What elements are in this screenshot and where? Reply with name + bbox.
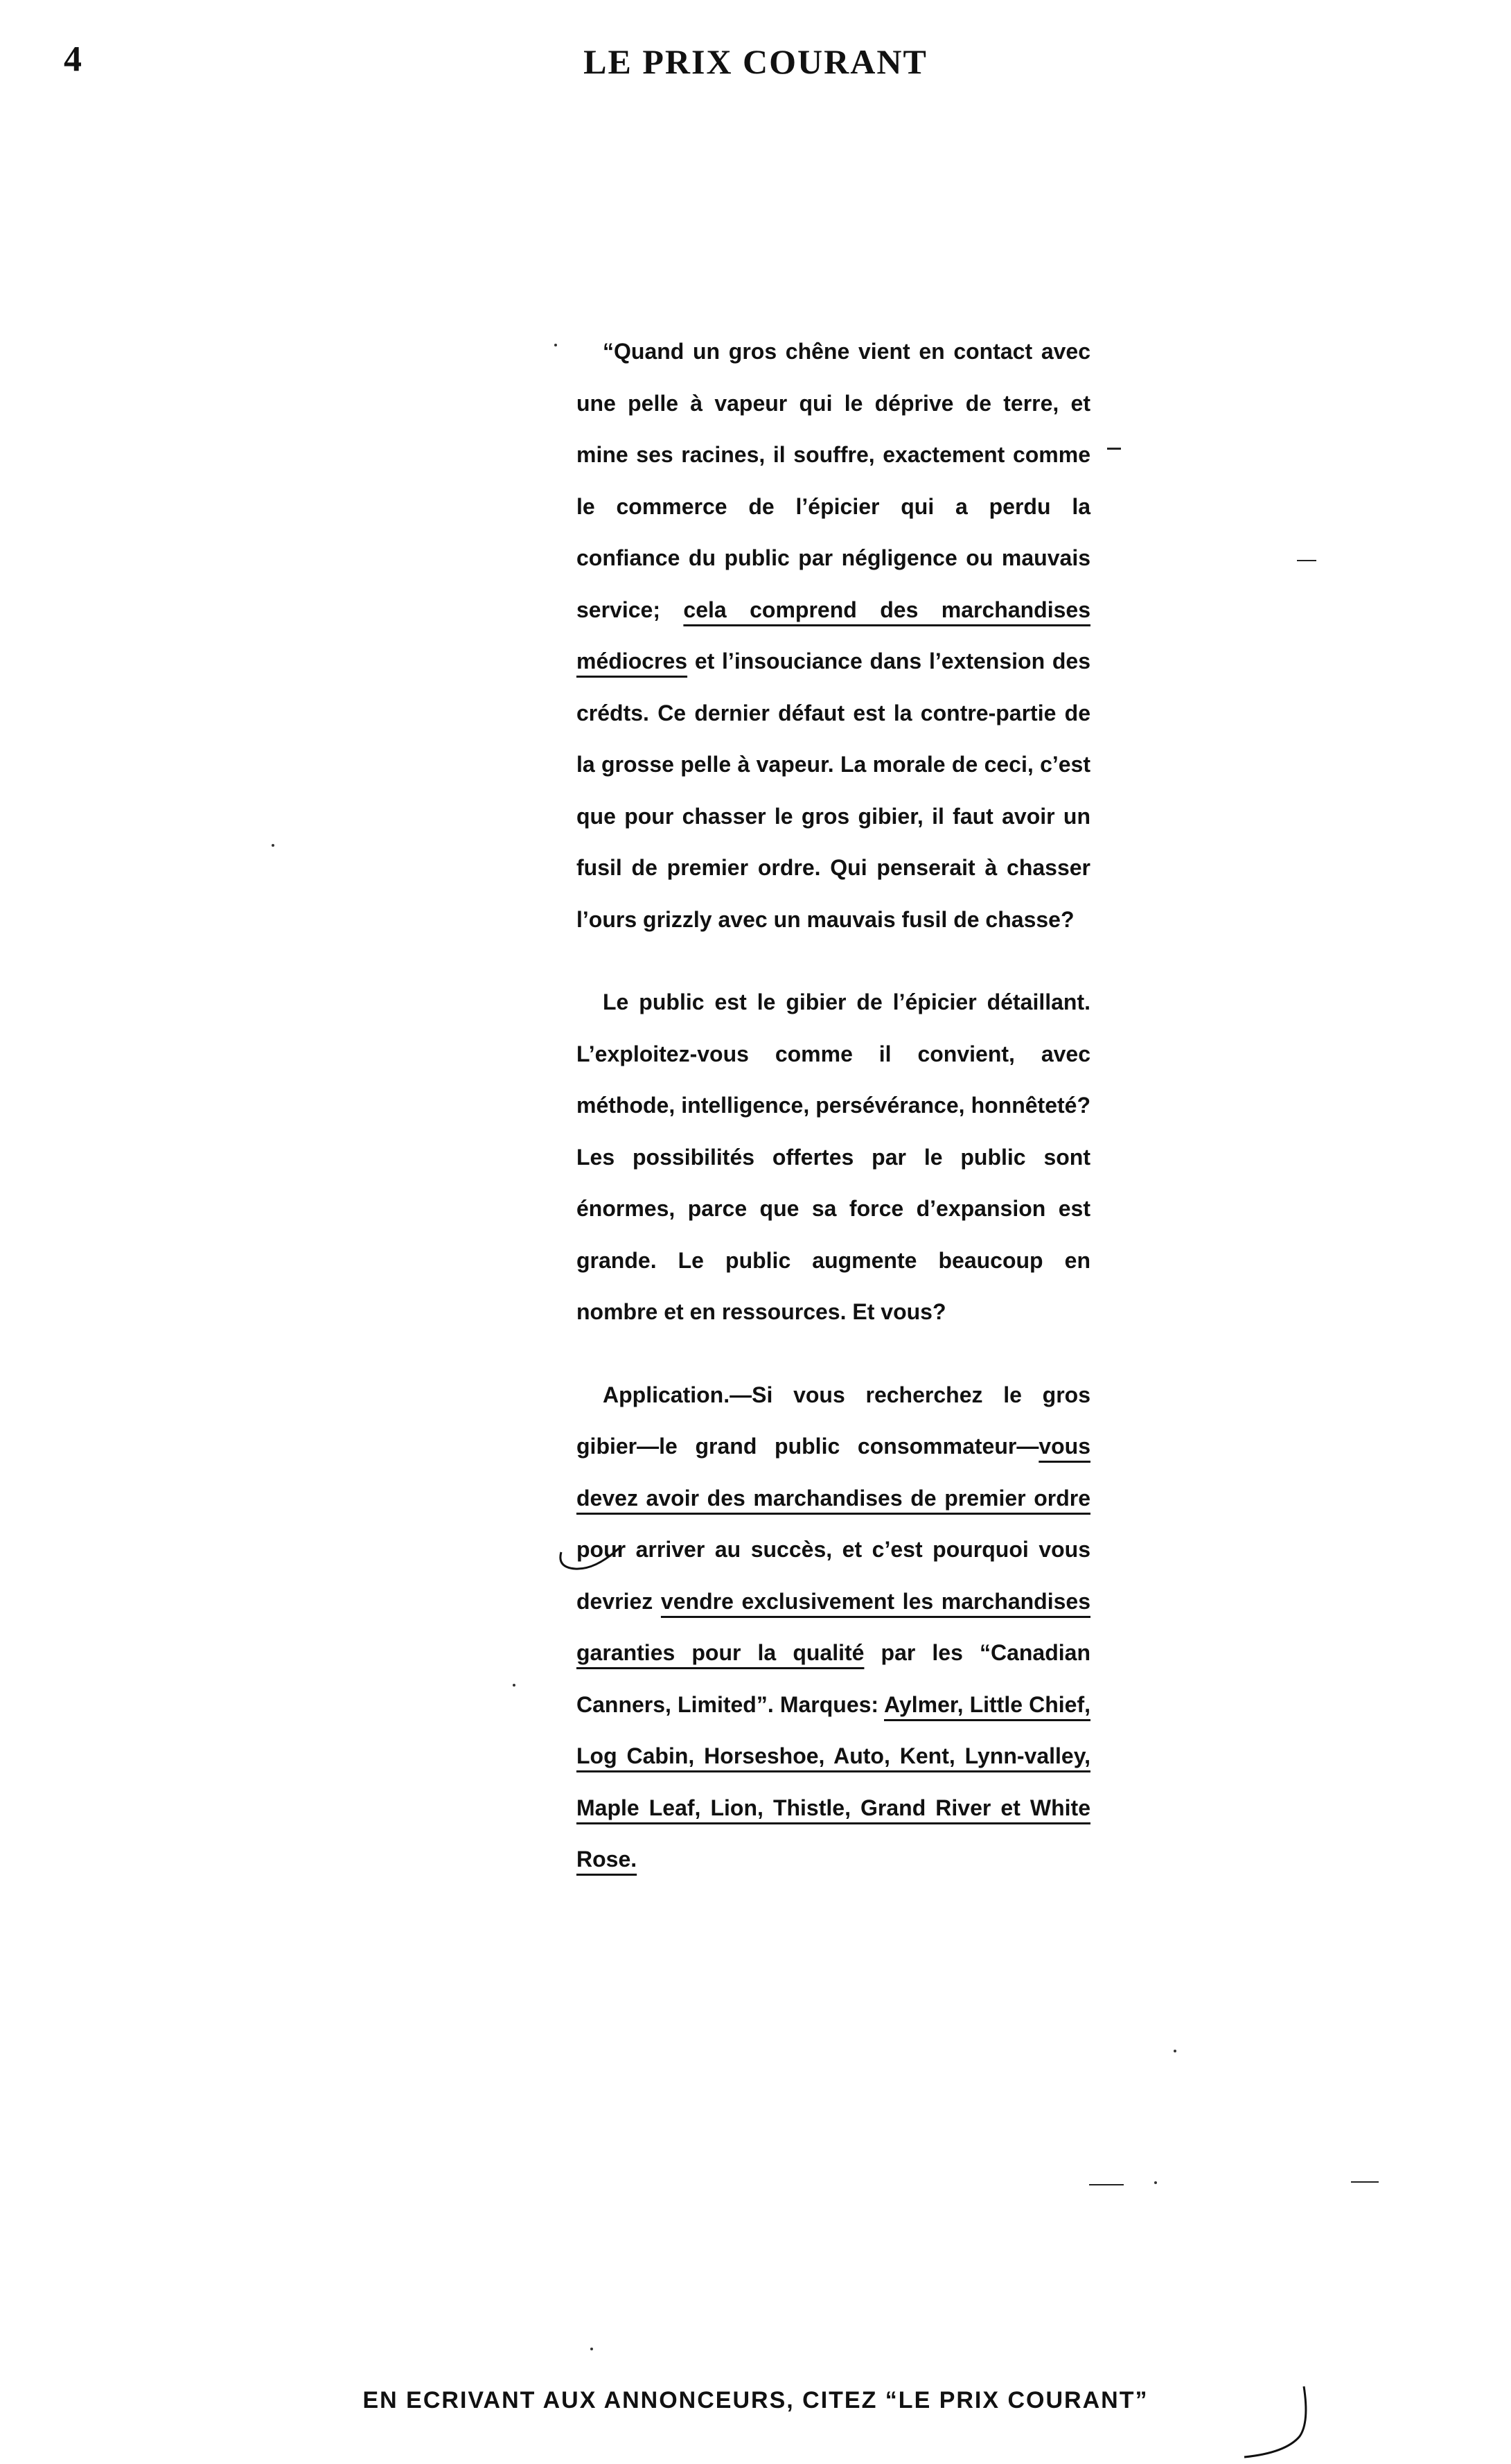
print-speck: [554, 344, 557, 346]
margin-dash: [1351, 2181, 1379, 2183]
paragraph-3-underlined-1: vous devez avoir des marchandises de premier ordre: [576, 1434, 1090, 1511]
margin-dash: [1089, 2184, 1124, 2185]
paragraph-3-underlined-3: Aylmer, Little Chief, Log Cabin, Horseshoe, Auto, Kent, Lynn-valley, Maple Leaf, Lion, Thistle, Grand River et White Rose.: [576, 1691, 1091, 1872]
footer-notice: EN ECRIVANT AUX ANNONCEURS, CITEZ “LE PRIX COURANT”: [362, 2387, 1149, 2413]
page-number: 4: [64, 39, 82, 79]
print-speck: [1154, 2181, 1157, 2184]
running-head: LE PRIX COURANT: [583, 42, 928, 81]
margin-dash: [1107, 448, 1121, 450]
print-speck: [1174, 2050, 1176, 2052]
print-speck: [590, 2348, 593, 2350]
paragraph-3-text-a: Application.—Si vous recherchez le gros gibier—le grand public consommateur—: [576, 1382, 1090, 1459]
paragraph-3-text-c: par les “Canadian Canners, Limited”. Marques:: [576, 1640, 1090, 1717]
print-speck: [272, 844, 274, 847]
paragraph-1-underlined-1: cela comprend des marchandises médiocres: [576, 597, 1090, 674]
paragraph-3: [576, 1369, 1090, 1885]
paragraph-2: Le public est le gibier de l’épicier détaillant. L’exploitez-vous comme il convient, avec méthode, intelligence, persévérance, honnêteté? Les possibilités offertes par le public sont énormes, parce que sa force d’expansion est grande. Le public augmente beaucoup en nombre et en ressources. Et vous?: [576, 989, 1090, 1324]
paragraph-3-text-b: pour arriver au succès, et c’est pourquoi vous devriez: [576, 1537, 1090, 1614]
margin-dash: [1297, 560, 1316, 561]
paragraph-3-underlined-2: vendre exclusivement les marchandises garanties pour la qualité: [576, 1588, 1091, 1665]
paragraph-1-text-b: et l’insouciance dans l’extension des crédts. Ce dernier défaut est la contre-partie de la grosse pelle à vapeur. La morale de ceci, c’est que pour chasser le gros gibier, il faut avoir un fusil de premier ordre. Qui penserait à chasser l’ours grizzly avec un mauvais fusil de chasse?: [576, 649, 1090, 932]
print-speck: [513, 1684, 515, 1687]
paragraph-1: [576, 326, 1090, 945]
pen-check-mark-icon: [554, 1540, 630, 1581]
paragraph-1-text-a: “Quand un gros chêne vient en contact avec une pelle à vapeur qui le déprive de terre, et mine ses racines, il souffre, exactement comme le commerce de l’épicier qui a perdu la confiance du public par négligence ou mauvais service;: [576, 339, 1090, 622]
article-body: [576, 326, 1090, 1885]
pen-stroke-icon: [1237, 2381, 1320, 2464]
